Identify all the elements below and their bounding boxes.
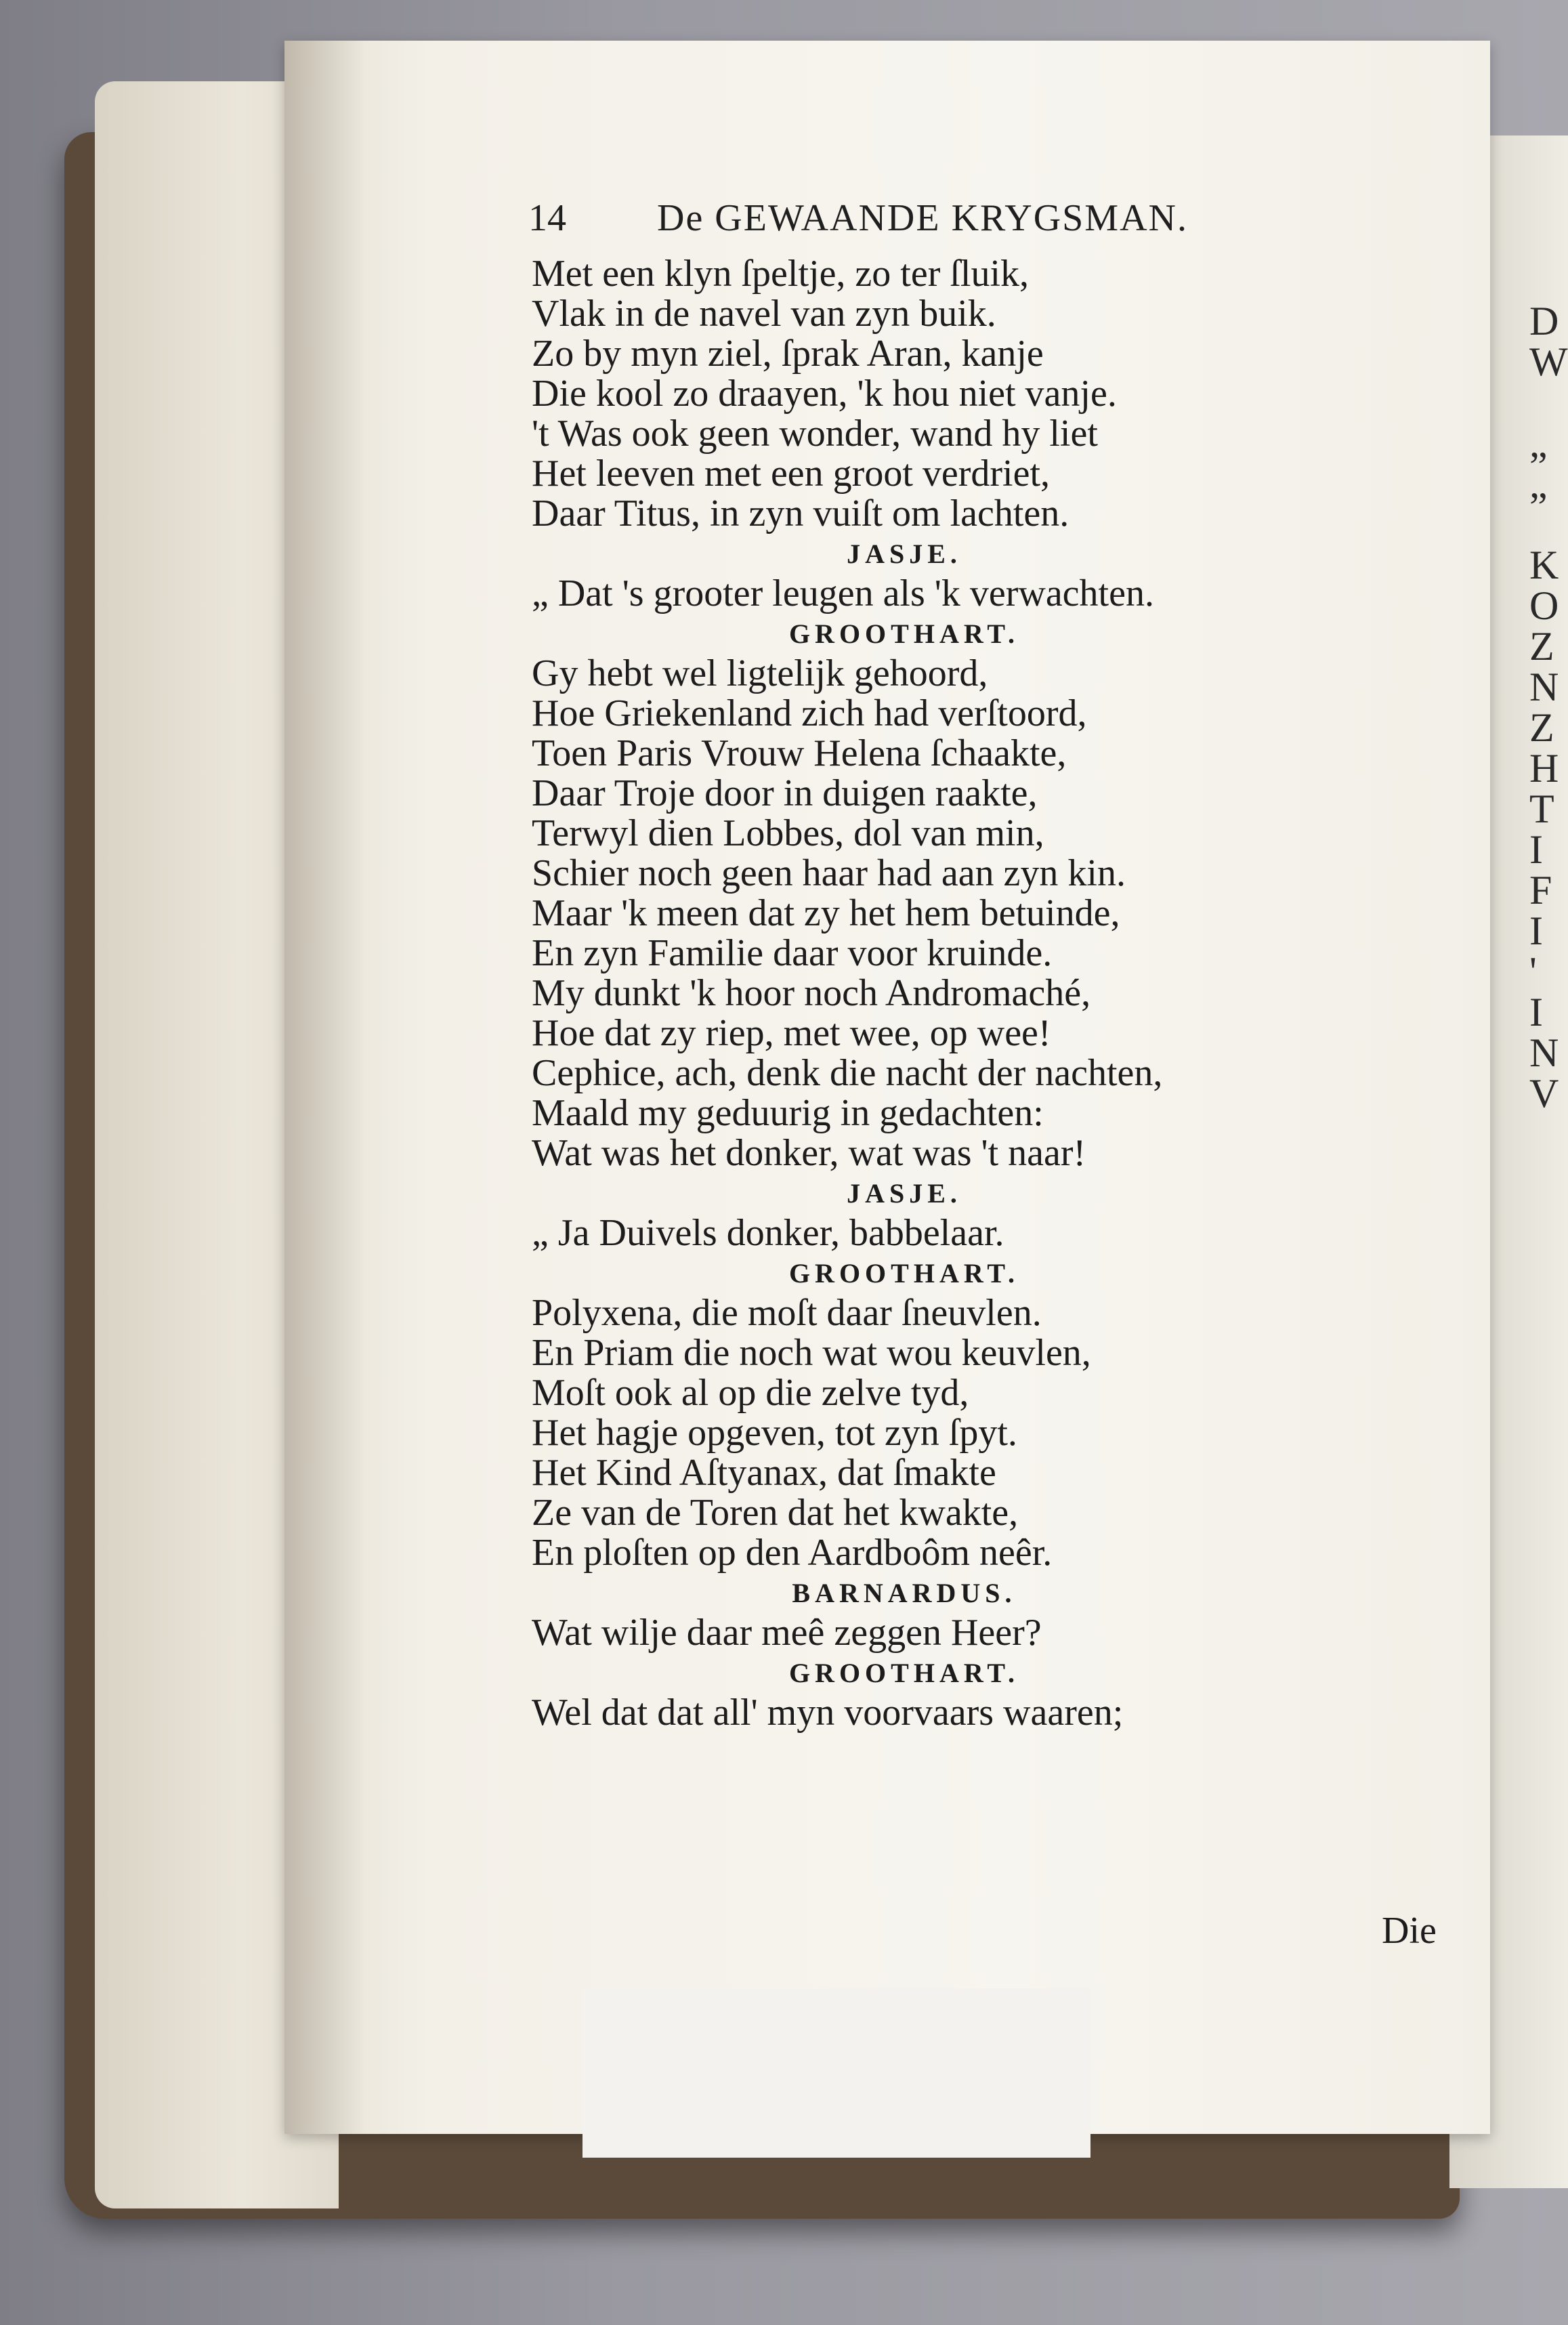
facing-letter: „ xyxy=(1529,421,1548,465)
verse-line: Daar Titus, in zyn vuiſt om lachten. xyxy=(532,493,1069,535)
gutter-shadow xyxy=(284,41,366,2134)
verse-line: Ze van de Toren dat het kwakte, xyxy=(532,1492,1019,1534)
page-number: 14 xyxy=(528,197,566,239)
verse-line: Daar Troje door in duigen raakte, xyxy=(532,772,1038,814)
facing-letter: V xyxy=(1529,1071,1559,1116)
facing-letter: „ xyxy=(1529,461,1548,506)
facing-letter: O xyxy=(1529,583,1559,628)
speaker-heading: BARNARDUS. xyxy=(792,1578,1017,1608)
facing-letter: I xyxy=(1529,908,1543,953)
facing-letter: N xyxy=(1529,1030,1559,1075)
verse-line: Terwyl dien Lobbes, dol van min, xyxy=(532,812,1044,854)
redaction-patch xyxy=(582,1988,1090,2158)
verse-line: Wat was het donker, wat was 't naar! xyxy=(532,1132,1086,1174)
verse-line: Maar 'k meen dat zy het hem betuinde, xyxy=(532,892,1120,934)
verse-line: En Priam die noch wat wou keuvlen, xyxy=(532,1332,1091,1374)
facing-letter: K xyxy=(1529,543,1559,587)
facing-letter: I xyxy=(1529,827,1543,872)
verse-line: Zo by myn ziel, ſprak Aran, kanje xyxy=(532,333,1044,375)
verse-line: Wat wilje daar meê zeggen Heer? xyxy=(532,1612,1042,1654)
facing-letter: T xyxy=(1529,787,1554,831)
speaker-heading: GROOTHART. xyxy=(788,1258,1020,1289)
verse-line: „ Ja Duivels donker, babbelaar. xyxy=(532,1212,1004,1254)
verse-line: Maald my geduurig in gedachten: xyxy=(532,1092,1044,1134)
facing-letter: Z xyxy=(1529,705,1554,750)
page-header xyxy=(528,196,1341,251)
verse-line: Hoe Griekenland zich had verſtoord, xyxy=(532,692,1087,734)
verse-line: En ploſten op den Aardboôm neêr. xyxy=(532,1532,1053,1574)
verse-line: Het Kind Aſtyanax, dat ſmakte xyxy=(532,1452,996,1494)
verse-line: Het leeven met een groot verdriet, xyxy=(532,453,1050,495)
verse-line: „ Dat 's grooter leugen als 'k verwachten. xyxy=(532,572,1154,614)
facing-letter: I xyxy=(1529,990,1543,1034)
verse-line: Hoe dat zy riep, met wee, op wee! xyxy=(532,1012,1051,1054)
verse-line: Met een klyn ſpeltje, zo ter ſluik, xyxy=(532,253,1030,295)
verse-line: Moſt ook al op die zelve tyd, xyxy=(532,1372,969,1414)
verse-line: Vlak in de navel van zyn buik. xyxy=(532,293,996,335)
facing-letter: H xyxy=(1529,746,1559,791)
verse-line: En zyn Familie daar voor kruinde. xyxy=(532,932,1053,974)
verse-line: Cephice, ach, denk die nacht der nachten, xyxy=(532,1052,1163,1094)
verse-line: Het hagje opgeven, tot zyn ſpyt. xyxy=(532,1412,1017,1454)
facing-letter: Z xyxy=(1529,624,1554,669)
verse-line: Die kool zo draayen, 'k hou niet vanje. xyxy=(532,373,1117,415)
verse-line: 't Was ook geen wonder, wand hy liet xyxy=(532,413,1098,455)
speaker-heading: GROOTHART. xyxy=(788,1658,1020,1688)
verse-line: Polyxena, die moſt daar ſneuvlen. xyxy=(532,1292,1042,1334)
facing-letter: D xyxy=(1529,299,1559,343)
facing-letter: N xyxy=(1529,665,1559,709)
verse-line: Gy hebt wel ligtelijk gehoord, xyxy=(532,652,988,694)
facing-letter: ' xyxy=(1529,949,1537,994)
verse-line: Schier noch geen haar had aan zyn kin. xyxy=(532,852,1126,894)
speaker-heading: GROOTHART. xyxy=(788,619,1020,649)
speaker-heading: JASJE. xyxy=(847,1178,962,1209)
speaker-heading: JASJE. xyxy=(847,539,962,569)
facing-letter: F xyxy=(1529,868,1552,913)
facing-letter: W xyxy=(1529,339,1568,384)
catchword: Die xyxy=(1382,1910,1437,1952)
running-title: De GEWAANDE KRYGSMAN. xyxy=(657,197,1188,239)
verse-line: Toen Paris Vrouw Helena ſchaakte, xyxy=(532,732,1067,774)
poem-text xyxy=(532,254,1412,1733)
verse-line: Wel dat dat all' myn voorvaars waaren; xyxy=(532,1692,1124,1734)
verse-line: My dunkt 'k hoor noch Andromaché, xyxy=(532,972,1091,1014)
